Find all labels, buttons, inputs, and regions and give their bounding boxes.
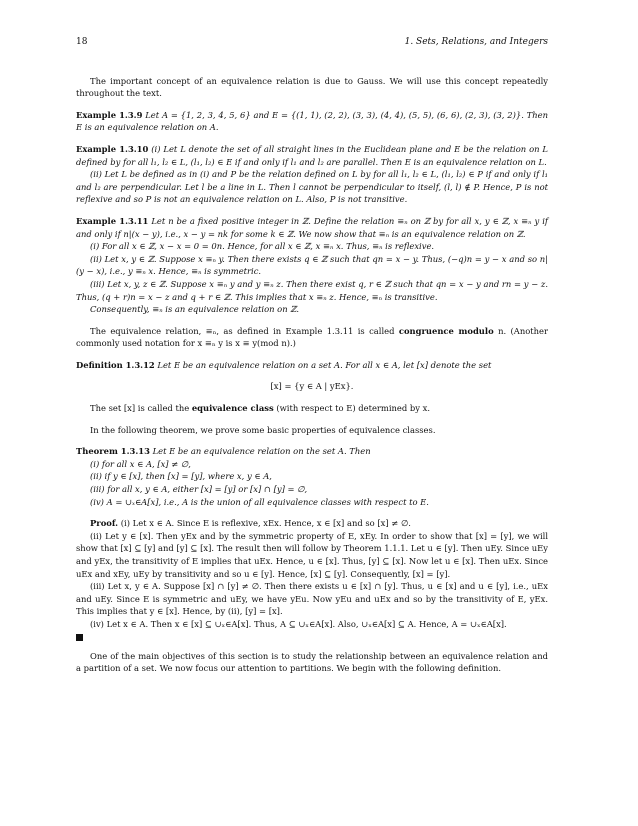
theorem-items (90, 458, 548, 508)
example-text: (ii) Let x, y ∈ ℤ. Suppose x ≡ₙ y. Then there exists q ∈ ℤ such that qn = x − y. Thus, (−q)n = y − x and so n|(y − x), i.e., y ≡ₙ x. Hence, ≡ₙ is symmetric. (76, 253, 548, 277)
example-label: Example 1.3.10 (76, 143, 149, 154)
proof-text: (iii) Let x, y ∈ A. Suppose [x] ∩ [y] ≠ ∅. Then there exists u ∈ [x] ∩ [y]. Thus, u ∈ [x] and u ∈ [y], i.e., uEx and uEy. Since E is symmetric and uEy, we have yEu. Now yEu and uEx and so by the transitivity of E, yEx. This implies that y ∈ [x]. Hence, by (ii), [y] = [x]. (76, 581, 548, 617)
text-run: The set [x] is called the (90, 403, 192, 414)
theorem-text: Let E be an equivalence relation on the set A. Then (152, 446, 371, 457)
proof-text: (i) Let x ∈ A. Since E is reflexive, xEx. Hence, x ∈ [x] and so [x] ≠ ∅. (120, 518, 411, 529)
proof-text: (ii) Let y ∈ [x]. Then yEx and by the symmetric property of E, xEy. In order to show that [x] = [y], we will show that [x] ⊆ [y] and [y] ⊆ [x]. The result then will follow by Theorem 1.1.1. Let u ∈ [y]. Then uEy. Since uEy and yEx, the transitivity of E implies that uEx. Hence, u ∈ [x]. Thus, [y] ⊆ [x]. Now let u ∈ [x]. Then uEx. Since uEx and xEy, uEy by transitivity and so u ∈ [y]. Hence, [x] ⊆ [y]. Consequently, [x] = [y]. (76, 530, 548, 579)
theorem-1-3-13 (76, 445, 548, 508)
text-run: (with respect to E) determined by x. (273, 403, 431, 414)
intro-paragraph: The important concept of an equivalence relation is due to Gauss. We will use this concept repeatedly throughout the text. (76, 75, 548, 99)
theorem-item: (iv) A = ∪ₓ∈A[x], i.e., A is the union of all equivalence classes with respect to E. (90, 496, 429, 507)
example-1-3-11 (76, 215, 548, 316)
qed-square-icon (76, 634, 83, 641)
theorem-item: (iii) for all x, y ∈ A, either [x] = [y] or [x] ∩ [y] = ∅, (90, 484, 308, 495)
display-formula: [x] = {y ∈ A | yEx}. (270, 381, 354, 392)
proof-text: (iv) Let x ∈ A. Then x ∈ [x] ⊆ ∪ₓ∈A[x]. Thus, A ⊆ ∪ₓ∈A[x]. Also, ∪ₓ∈A[x] ⊆ A. Hence, A = ∪ₓ∈A[x]. (90, 618, 507, 629)
example-text: (i) Let L denote the set of all straight lines in the Euclidean plane and E be the relation on L defined by for all l₁, l₂ ∈ L, (l₁, l₂) ∈ E if and only if l₁ and l₂ are parallel. Then E is an equivalence relation on L. (76, 143, 548, 167)
example-label: Example 1.3.9 (76, 109, 143, 120)
running-header (76, 36, 548, 49)
definition-text: Let E be an equivalence relation on a set A. For all x ∈ A, let [x] denote the set (157, 359, 492, 370)
page-number: 18 (76, 37, 88, 47)
example-label: Example 1.3.11 (76, 215, 149, 226)
proof-label: Proof. (90, 518, 119, 529)
theorem-item: (i) for all x ∈ A, [x] ≠ ∅, (90, 458, 191, 469)
example-text: Consequently, ≡ₙ is an equivalence relation on ℤ. (90, 304, 300, 315)
theorem-label: Theorem 1.3.13 (76, 446, 150, 457)
following-paragraph: In the following theorem, we prove some basic properties of equivalence classes. (90, 424, 436, 435)
term-equivalence-class: equivalence class (191, 403, 274, 414)
closing-paragraph: One of the main objectives of this section is to study the relationship between an equivalence relation and a partition of a set. We now focus our attention to partitions. We begin with the following definition. (76, 650, 548, 674)
equivalence-class-paragraph (76, 402, 548, 415)
text-run: The equivalence relation, ≡ₙ, as defined in Example 1.3.11 is called (90, 325, 399, 336)
example-text: (ii) Let L be defined as in (i) and P be the relation defined on L by for all l₁, l₂ ∈ L, (l₁, l₂) ∈ P if and only if l₁ and l₂ are perpendicular. Let l be a line in L. Then l cannot be perpendicular to itself, (l, l) ∉ P. Hence, P is not reflexive and so P is not an equivalence relation on L. Also, P is not transitive. (76, 169, 548, 205)
proof (76, 517, 548, 640)
definition-label: Definition 1.3.12 (76, 359, 155, 370)
example-text: (iii) Let x, y, z ∈ ℤ. Suppose x ≡ₙ y and y ≡ₙ z. Then there exist q, r ∈ ℤ such that qn = x − y and rn = y − z. Thus, (q + r)n = x − z and q + r ∈ ℤ. This implies that x ≡ₙ z. Hence, ≡ₙ is transitive. (76, 278, 548, 302)
example-1-3-10 (76, 143, 548, 206)
theorem-item: (ii) if y ∈ [x], then [x] = [y], where x, y ∈ A, (90, 471, 272, 482)
example-text: (i) For all x ∈ ℤ, x − x = 0 = 0n. Hence, for all x ∈ ℤ, x ≡ₙ x. Thus, ≡ₙ is reflexive. (90, 241, 435, 252)
term-congruence-modulo: congruence modulo (398, 325, 494, 336)
example-1-3-9 (76, 109, 548, 134)
congruence-paragraph (76, 325, 548, 350)
example-text: Let A = {1, 2, 3, 4, 5, 6} and E = {(1, 1), (2, 2), (3, 3), (4, 4), (5, 5), (6, 6), (2, 3), (3, 2)}. Then E is an equivalence relation on A. (76, 109, 549, 133)
example-text: Let n be a fixed positive integer in ℤ. Define the relation ≡ₙ on ℤ by for all x, y ∈ ℤ, x ≡ₙ y if and only if n|(x − y), i.e., x − y = nk for some k ∈ ℤ. We now show that ≡ₙ is an equivalence relation on ℤ. (76, 215, 548, 239)
definition-1-3-12 (76, 359, 548, 393)
text-run: n. (Another commonly used notation for x ≡ₙ y is x ≡ y(mod n).) (76, 325, 548, 349)
chapter-title: 1. Sets, Relations, and Integers (404, 37, 548, 47)
